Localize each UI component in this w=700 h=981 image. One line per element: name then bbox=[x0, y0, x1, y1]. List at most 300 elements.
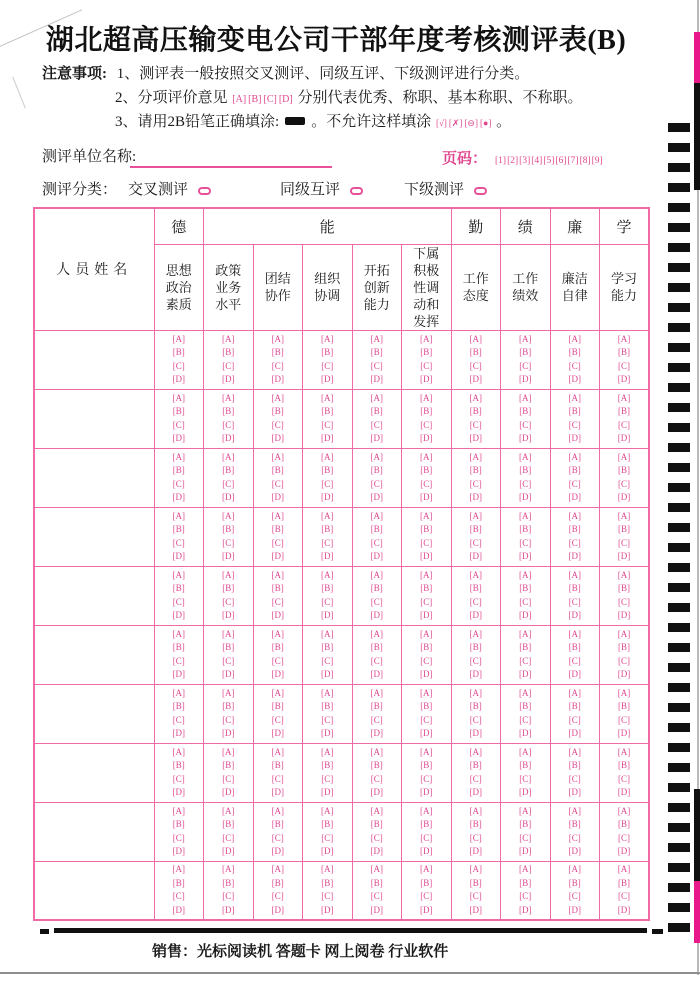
bubble-B[interactable]: [B] bbox=[271, 524, 284, 534]
bubble-B[interactable]: [B] bbox=[172, 642, 185, 652]
bubble-B[interactable]: [B] bbox=[469, 347, 482, 357]
bubble-B[interactable]: [B] bbox=[469, 877, 482, 888]
bubble-A[interactable]: [A] bbox=[519, 392, 532, 403]
bubble-C[interactable]: [C] bbox=[519, 478, 532, 489]
bubble-A[interactable]: [A] bbox=[420, 510, 433, 521]
bubble-B[interactable]: [B] bbox=[568, 819, 581, 829]
page-number-bubble[interactable]: [7] bbox=[567, 156, 579, 166]
bubble-B[interactable]: [B] bbox=[618, 760, 630, 770]
bubble-A[interactable]: [A] bbox=[321, 864, 334, 875]
bubble-B[interactable]: [B] bbox=[618, 524, 630, 534]
bubble-D[interactable]: [D] bbox=[617, 374, 631, 384]
name-cell[interactable] bbox=[34, 861, 154, 920]
category-checkbox-subordinate[interactable] bbox=[474, 187, 487, 195]
bubble-A[interactable]: [A] bbox=[271, 333, 284, 344]
bubble-A[interactable]: [A] bbox=[568, 569, 581, 580]
bubble-C[interactable]: [C] bbox=[370, 596, 383, 607]
bubble-D[interactable]: [D] bbox=[617, 492, 631, 502]
bubble-B[interactable]: [B] bbox=[370, 701, 383, 711]
bubble-B[interactable]: [B] bbox=[618, 406, 630, 416]
bubble-D[interactable]: [D] bbox=[420, 551, 433, 561]
bubble-C[interactable]: [C] bbox=[519, 655, 532, 666]
bubble-A[interactable]: [A] bbox=[271, 746, 284, 757]
bubble-A[interactable]: [A] bbox=[271, 687, 284, 698]
bubble-A[interactable]: [A] bbox=[222, 687, 235, 698]
bubble-B[interactable]: [B] bbox=[420, 701, 433, 711]
bubble-A[interactable]: [A] bbox=[568, 333, 581, 344]
bubble-C[interactable]: [C] bbox=[568, 360, 581, 371]
bubble-C[interactable]: [C] bbox=[420, 832, 433, 843]
bubble-B[interactable]: [B] bbox=[568, 347, 581, 357]
bubble-B[interactable]: [B] bbox=[222, 760, 235, 770]
bubble-A[interactable]: [A] bbox=[370, 392, 383, 403]
bubble-A[interactable]: [A] bbox=[172, 805, 185, 816]
bubble-B[interactable]: [B] bbox=[172, 347, 185, 357]
bubble-C[interactable]: [C] bbox=[271, 596, 284, 607]
bubble-B[interactable]: [B] bbox=[420, 406, 433, 416]
bubble-C[interactable]: [C] bbox=[222, 714, 235, 725]
bubble-D[interactable]: [D] bbox=[370, 492, 383, 502]
bubble-D[interactable]: [D] bbox=[222, 787, 235, 797]
bubble-B[interactable]: [B] bbox=[271, 406, 284, 416]
bubble-D[interactable]: [D] bbox=[568, 728, 581, 738]
bubble-A[interactable]: [A] bbox=[271, 510, 284, 521]
bubble-C[interactable]: [C] bbox=[618, 596, 630, 607]
bubble-D[interactable]: [D] bbox=[222, 610, 235, 620]
bubble-A[interactable]: [A] bbox=[568, 864, 581, 875]
bubble-D[interactable]: [D] bbox=[519, 492, 532, 502]
bubble-B[interactable]: [B] bbox=[271, 465, 284, 475]
bubble-A[interactable]: [A] bbox=[222, 510, 235, 521]
bubble-D[interactable]: [D] bbox=[370, 787, 383, 797]
bubble-A[interactable]: [A] bbox=[370, 451, 383, 462]
bubble-B[interactable]: [B] bbox=[519, 406, 532, 416]
bubble-A[interactable]: [A] bbox=[222, 628, 235, 639]
bubble-B[interactable]: [B] bbox=[618, 583, 630, 593]
bubble-D[interactable]: [D] bbox=[469, 669, 482, 679]
bubble-A[interactable]: [A] bbox=[617, 864, 631, 875]
bubble-A[interactable]: [A] bbox=[222, 569, 235, 580]
bubble-D[interactable]: [D] bbox=[617, 610, 631, 620]
bubble-B[interactable]: [B] bbox=[568, 406, 581, 416]
bubble-D[interactable]: [D] bbox=[222, 492, 235, 502]
bubble-A[interactable]: [A] bbox=[321, 333, 334, 344]
bubble-B[interactable]: [B] bbox=[321, 465, 334, 475]
bubble-B[interactable]: [B] bbox=[420, 465, 433, 475]
bubble-D[interactable]: [D] bbox=[370, 433, 383, 443]
bubble-B[interactable]: [B] bbox=[519, 760, 532, 770]
bubble-A[interactable]: [A] bbox=[370, 687, 383, 698]
bubble-B[interactable]: [B] bbox=[618, 642, 630, 652]
bubble-D[interactable]: [D] bbox=[222, 904, 235, 915]
bubble-D[interactable]: [D] bbox=[469, 787, 482, 797]
bubble-C[interactable]: [C] bbox=[519, 537, 532, 548]
bubble-B[interactable]: [B] bbox=[469, 701, 482, 711]
bubble-D[interactable]: [D] bbox=[370, 610, 383, 620]
bubble-C[interactable]: [C] bbox=[321, 537, 334, 548]
bubble-D[interactable]: [D] bbox=[271, 374, 284, 384]
bubble-B[interactable]: [B] bbox=[172, 701, 185, 711]
bubble-C[interactable]: [C] bbox=[370, 773, 383, 784]
bubble-C[interactable]: [C] bbox=[420, 773, 433, 784]
bubble-D[interactable]: [D] bbox=[271, 610, 284, 620]
bubble-A[interactable]: [A] bbox=[420, 333, 433, 344]
bubble-D[interactable]: [D] bbox=[469, 610, 482, 620]
bubble-B[interactable]: [B] bbox=[568, 877, 581, 888]
bubble-D[interactable]: [D] bbox=[321, 728, 334, 738]
bubble-A[interactable]: [A] bbox=[420, 687, 433, 698]
bubble-C[interactable]: [C] bbox=[222, 478, 235, 489]
bubble-D[interactable]: [D] bbox=[321, 787, 334, 797]
bubble-A[interactable]: [A] bbox=[469, 805, 482, 816]
bubble-A[interactable]: [A] bbox=[420, 569, 433, 580]
bubble-B[interactable]: [B] bbox=[222, 877, 235, 888]
bubble-B[interactable]: [B] bbox=[420, 642, 433, 652]
bubble-D[interactable]: [D] bbox=[172, 669, 185, 679]
bubble-C[interactable]: [C] bbox=[271, 655, 284, 666]
bubble-C[interactable]: [C] bbox=[469, 655, 482, 666]
bubble-D[interactable]: [D] bbox=[172, 551, 185, 561]
bubble-D[interactable]: [D] bbox=[321, 374, 334, 384]
bubble-D[interactable]: [D] bbox=[469, 374, 482, 384]
bubble-D[interactable]: [D] bbox=[370, 551, 383, 561]
bubble-C[interactable]: [C] bbox=[172, 419, 185, 430]
bubble-B[interactable]: [B] bbox=[618, 701, 630, 711]
bubble-B[interactable]: [B] bbox=[321, 877, 334, 888]
bubble-D[interactable]: [D] bbox=[172, 374, 185, 384]
bubble-C[interactable]: [C] bbox=[568, 596, 581, 607]
bubble-B[interactable]: [B] bbox=[618, 347, 630, 357]
bubble-B[interactable]: [B] bbox=[519, 701, 532, 711]
bubble-A[interactable]: [A] bbox=[420, 392, 433, 403]
bubble-A[interactable]: [A] bbox=[469, 746, 482, 757]
bubble-D[interactable]: [D] bbox=[568, 669, 581, 679]
bubble-D[interactable]: [D] bbox=[222, 669, 235, 679]
bubble-A[interactable]: [A] bbox=[519, 333, 532, 344]
bubble-B[interactable]: [B] bbox=[271, 347, 284, 357]
bubble-C[interactable]: [C] bbox=[271, 478, 284, 489]
name-cell[interactable] bbox=[34, 802, 154, 861]
bubble-B[interactable]: [B] bbox=[370, 642, 383, 652]
bubble-D[interactable]: [D] bbox=[172, 433, 185, 443]
bubble-A[interactable]: [A] bbox=[370, 333, 383, 344]
bubble-B[interactable]: [B] bbox=[271, 583, 284, 593]
bubble-D[interactable]: [D] bbox=[222, 374, 235, 384]
bubble-D[interactable]: [D] bbox=[172, 904, 185, 915]
bubble-D[interactable]: [D] bbox=[222, 433, 235, 443]
bubble-C[interactable]: [C] bbox=[618, 655, 630, 666]
page-number-bubble[interactable]: [6] bbox=[555, 156, 567, 166]
bubble-C[interactable]: [C] bbox=[519, 832, 532, 843]
bubble-D[interactable]: [D] bbox=[469, 433, 482, 443]
bubble-A[interactable]: [A] bbox=[321, 569, 334, 580]
bubble-A[interactable]: [A] bbox=[321, 746, 334, 757]
bubble-A[interactable]: [A] bbox=[469, 451, 482, 462]
bubble-A[interactable]: [A] bbox=[617, 687, 631, 698]
bubble-C[interactable]: [C] bbox=[321, 773, 334, 784]
bubble-B[interactable]: [B] bbox=[469, 819, 482, 829]
name-cell[interactable] bbox=[34, 566, 154, 625]
bubble-C[interactable]: [C] bbox=[618, 537, 630, 548]
bubble-B[interactable]: [B] bbox=[519, 465, 532, 475]
bubble-D[interactable]: [D] bbox=[420, 492, 433, 502]
bubble-A[interactable]: [A] bbox=[568, 510, 581, 521]
bubble-B[interactable]: [B] bbox=[222, 347, 235, 357]
bubble-A[interactable]: [A] bbox=[469, 628, 482, 639]
bubble-C[interactable]: [C] bbox=[321, 655, 334, 666]
bubble-C[interactable]: [C] bbox=[271, 419, 284, 430]
bubble-A[interactable]: [A] bbox=[172, 746, 185, 757]
bubble-C[interactable]: [C] bbox=[370, 537, 383, 548]
bubble-C[interactable]: [C] bbox=[271, 832, 284, 843]
bubble-C[interactable]: [C] bbox=[222, 537, 235, 548]
bubble-A[interactable]: [A] bbox=[617, 805, 631, 816]
bubble-B[interactable]: [B] bbox=[469, 465, 482, 475]
page-number-bubble[interactable]: [3] bbox=[519, 156, 531, 166]
bubble-C[interactable]: [C] bbox=[519, 714, 532, 725]
bubble-A[interactable]: [A] bbox=[172, 569, 185, 580]
bubble-B[interactable]: [B] bbox=[222, 406, 235, 416]
bubble-C[interactable]: [C] bbox=[420, 714, 433, 725]
bubble-A[interactable]: [A] bbox=[469, 864, 482, 875]
bubble-B[interactable]: [B] bbox=[370, 465, 383, 475]
bubble-D[interactable]: [D] bbox=[271, 846, 284, 856]
bubble-D[interactable]: [D] bbox=[420, 846, 433, 856]
bubble-B[interactable]: [B] bbox=[519, 583, 532, 593]
bubble-A[interactable]: [A] bbox=[617, 451, 631, 462]
bubble-A[interactable]: [A] bbox=[617, 746, 631, 757]
bubble-B[interactable]: [B] bbox=[420, 583, 433, 593]
bubble-A[interactable]: [A] bbox=[568, 746, 581, 757]
bubble-D[interactable]: [D] bbox=[370, 846, 383, 856]
bubble-C[interactable]: [C] bbox=[370, 714, 383, 725]
bubble-B[interactable]: [B] bbox=[568, 524, 581, 534]
bubble-C[interactable]: [C] bbox=[568, 832, 581, 843]
bubble-A[interactable]: [A] bbox=[420, 805, 433, 816]
bubble-C[interactable]: [C] bbox=[618, 714, 630, 725]
bubble-A[interactable]: [A] bbox=[469, 510, 482, 521]
page-number-bubble[interactable]: [4] bbox=[531, 156, 543, 166]
bubble-A[interactable]: [A] bbox=[370, 746, 383, 757]
bubble-A[interactable]: [A] bbox=[370, 864, 383, 875]
bubble-C[interactable]: [C] bbox=[271, 537, 284, 548]
page-number-bubble[interactable]: [1] bbox=[495, 156, 507, 166]
bubble-A[interactable]: [A] bbox=[172, 864, 185, 875]
bubble-D[interactable]: [D] bbox=[519, 551, 532, 561]
bubble-B[interactable]: [B] bbox=[271, 819, 284, 829]
bubble-A[interactable]: [A] bbox=[172, 451, 185, 462]
bubble-A[interactable]: [A] bbox=[519, 510, 532, 521]
name-cell[interactable] bbox=[34, 625, 154, 684]
bubble-B[interactable]: [B] bbox=[618, 819, 630, 829]
bubble-D[interactable]: [D] bbox=[271, 787, 284, 797]
bubble-A[interactable]: [A] bbox=[469, 392, 482, 403]
category-checkbox-peer[interactable] bbox=[350, 187, 363, 195]
bubble-D[interactable]: [D] bbox=[617, 904, 631, 915]
bubble-B[interactable]: [B] bbox=[519, 524, 532, 534]
name-cell[interactable] bbox=[34, 743, 154, 802]
bubble-A[interactable]: [A] bbox=[222, 451, 235, 462]
bubble-C[interactable]: [C] bbox=[420, 360, 433, 371]
bubble-D[interactable]: [D] bbox=[222, 728, 235, 738]
bubble-C[interactable]: [C] bbox=[271, 360, 284, 371]
name-cell[interactable] bbox=[34, 448, 154, 507]
bubble-C[interactable]: [C] bbox=[172, 714, 185, 725]
bubble-A[interactable]: [A] bbox=[172, 687, 185, 698]
bubble-D[interactable]: [D] bbox=[568, 551, 581, 561]
bubble-B[interactable]: [B] bbox=[172, 819, 185, 829]
bubble-B[interactable]: [B] bbox=[222, 701, 235, 711]
bubble-B[interactable]: [B] bbox=[321, 760, 334, 770]
bubble-C[interactable]: [C] bbox=[370, 891, 383, 902]
bubble-C[interactable]: [C] bbox=[321, 419, 334, 430]
bubble-D[interactable]: [D] bbox=[568, 610, 581, 620]
bubble-D[interactable]: [D] bbox=[420, 904, 433, 915]
bubble-A[interactable]: [A] bbox=[617, 569, 631, 580]
bubble-A[interactable]: [A] bbox=[519, 628, 532, 639]
bubble-B[interactable]: [B] bbox=[568, 642, 581, 652]
bubble-B[interactable]: [B] bbox=[469, 524, 482, 534]
bubble-A[interactable]: [A] bbox=[469, 333, 482, 344]
bubble-C[interactable]: [C] bbox=[172, 360, 185, 371]
bubble-B[interactable]: [B] bbox=[172, 465, 185, 475]
bubble-C[interactable]: [C] bbox=[519, 891, 532, 902]
bubble-D[interactable]: [D] bbox=[370, 904, 383, 915]
bubble-B[interactable]: [B] bbox=[321, 701, 334, 711]
bubble-B[interactable]: [B] bbox=[222, 583, 235, 593]
bubble-C[interactable]: [C] bbox=[568, 714, 581, 725]
bubble-D[interactable]: [D] bbox=[271, 669, 284, 679]
bubble-A[interactable]: [A] bbox=[321, 805, 334, 816]
bubble-C[interactable]: [C] bbox=[321, 478, 334, 489]
bubble-C[interactable]: [C] bbox=[370, 478, 383, 489]
bubble-A[interactable]: [A] bbox=[370, 569, 383, 580]
bubble-C[interactable]: [C] bbox=[618, 360, 630, 371]
bubble-A[interactable]: [A] bbox=[420, 628, 433, 639]
bubble-C[interactable]: [C] bbox=[222, 360, 235, 371]
bubble-C[interactable]: [C] bbox=[321, 360, 334, 371]
page-number-bubble[interactable]: [2] bbox=[507, 156, 519, 166]
bubble-D[interactable]: [D] bbox=[568, 433, 581, 443]
bubble-C[interactable]: [C] bbox=[469, 537, 482, 548]
bubble-B[interactable]: [B] bbox=[321, 347, 334, 357]
bubble-D[interactable]: [D] bbox=[172, 787, 185, 797]
bubble-D[interactable]: [D] bbox=[469, 728, 482, 738]
bubble-C[interactable]: [C] bbox=[469, 596, 482, 607]
bubble-D[interactable]: [D] bbox=[321, 492, 334, 502]
bubble-A[interactable]: [A] bbox=[222, 746, 235, 757]
bubble-B[interactable]: [B] bbox=[370, 760, 383, 770]
bubble-C[interactable]: [C] bbox=[222, 773, 235, 784]
bubble-C[interactable]: [C] bbox=[618, 478, 630, 489]
bubble-C[interactable]: [C] bbox=[420, 478, 433, 489]
bubble-D[interactable]: [D] bbox=[420, 374, 433, 384]
bubble-C[interactable]: [C] bbox=[271, 773, 284, 784]
unit-name-input[interactable] bbox=[130, 166, 332, 168]
bubble-B[interactable]: [B] bbox=[222, 465, 235, 475]
bubble-A[interactable]: [A] bbox=[568, 628, 581, 639]
bubble-C[interactable]: [C] bbox=[420, 596, 433, 607]
bubble-A[interactable]: [A] bbox=[172, 510, 185, 521]
bubble-A[interactable]: [A] bbox=[420, 746, 433, 757]
bubble-D[interactable]: [D] bbox=[568, 787, 581, 797]
bubble-D[interactable]: [D] bbox=[420, 669, 433, 679]
bubble-C[interactable]: [C] bbox=[420, 655, 433, 666]
bubble-C[interactable]: [C] bbox=[271, 714, 284, 725]
bubble-C[interactable]: [C] bbox=[370, 832, 383, 843]
bubble-B[interactable]: [B] bbox=[469, 406, 482, 416]
bubble-D[interactable]: [D] bbox=[519, 610, 532, 620]
bubble-C[interactable]: [C] bbox=[370, 655, 383, 666]
bubble-A[interactable]: [A] bbox=[222, 864, 235, 875]
bubble-C[interactable]: [C] bbox=[618, 891, 630, 902]
bubble-B[interactable]: [B] bbox=[420, 877, 433, 888]
bubble-D[interactable]: [D] bbox=[271, 433, 284, 443]
bubble-A[interactable]: [A] bbox=[271, 451, 284, 462]
bubble-B[interactable]: [B] bbox=[519, 347, 532, 357]
bubble-A[interactable]: [A] bbox=[519, 569, 532, 580]
bubble-C[interactable]: [C] bbox=[568, 478, 581, 489]
bubble-C[interactable]: [C] bbox=[568, 773, 581, 784]
bubble-C[interactable]: [C] bbox=[519, 596, 532, 607]
bubble-A[interactable]: [A] bbox=[172, 333, 185, 344]
bubble-A[interactable]: [A] bbox=[469, 569, 482, 580]
bubble-C[interactable]: [C] bbox=[469, 832, 482, 843]
bubble-D[interactable]: [D] bbox=[420, 787, 433, 797]
page-number-bubble[interactable]: [5] bbox=[543, 156, 555, 166]
bubble-C[interactable]: [C] bbox=[469, 360, 482, 371]
bubble-C[interactable]: [C] bbox=[172, 773, 185, 784]
bubble-D[interactable]: [D] bbox=[568, 904, 581, 915]
bubble-A[interactable]: [A] bbox=[568, 392, 581, 403]
bubble-C[interactable]: [C] bbox=[321, 891, 334, 902]
bubble-B[interactable]: [B] bbox=[370, 406, 383, 416]
bubble-B[interactable]: [B] bbox=[222, 819, 235, 829]
bubble-B[interactable]: [B] bbox=[469, 583, 482, 593]
bubble-B[interactable]: [B] bbox=[568, 583, 581, 593]
bubble-C[interactable]: [C] bbox=[469, 773, 482, 784]
bubble-D[interactable]: [D] bbox=[321, 433, 334, 443]
bubble-A[interactable]: [A] bbox=[568, 451, 581, 462]
bubble-C[interactable]: [C] bbox=[618, 832, 630, 843]
bubble-C[interactable]: [C] bbox=[568, 891, 581, 902]
bubble-C[interactable]: [C] bbox=[469, 891, 482, 902]
bubble-D[interactable]: [D] bbox=[271, 728, 284, 738]
bubble-D[interactable]: [D] bbox=[617, 551, 631, 561]
bubble-B[interactable]: [B] bbox=[222, 642, 235, 652]
bubble-D[interactable]: [D] bbox=[469, 551, 482, 561]
bubble-A[interactable]: [A] bbox=[519, 451, 532, 462]
bubble-A[interactable]: [A] bbox=[617, 392, 631, 403]
bubble-B[interactable]: [B] bbox=[370, 583, 383, 593]
page-number-bubble[interactable]: [9] bbox=[591, 156, 603, 166]
bubble-C[interactable]: [C] bbox=[519, 773, 532, 784]
bubble-D[interactable]: [D] bbox=[271, 904, 284, 915]
bubble-B[interactable]: [B] bbox=[469, 760, 482, 770]
bubble-B[interactable]: [B] bbox=[568, 465, 581, 475]
bubble-B[interactable]: [B] bbox=[172, 877, 185, 888]
bubble-C[interactable]: [C] bbox=[519, 419, 532, 430]
bubble-C[interactable]: [C] bbox=[370, 419, 383, 430]
bubble-C[interactable]: [C] bbox=[271, 891, 284, 902]
bubble-A[interactable]: [A] bbox=[271, 569, 284, 580]
bubble-C[interactable]: [C] bbox=[568, 537, 581, 548]
name-cell[interactable] bbox=[34, 684, 154, 743]
bubble-D[interactable]: [D] bbox=[420, 728, 433, 738]
bubble-B[interactable]: [B] bbox=[618, 877, 630, 888]
bubble-C[interactable]: [C] bbox=[172, 655, 185, 666]
bubble-C[interactable]: [C] bbox=[370, 360, 383, 371]
